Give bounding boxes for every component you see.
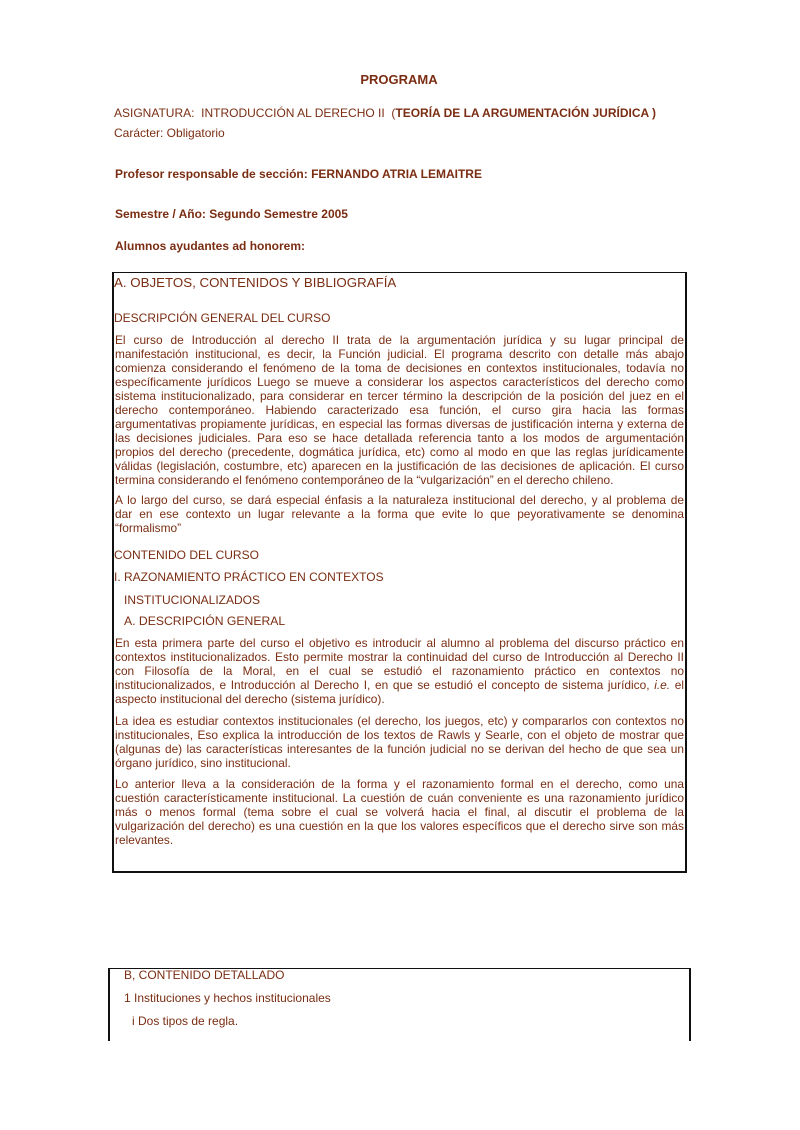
paragraph-line: vulgarización del derecho) es una cuestión en la que los valores específicos que el derecho sirve son más [115, 819, 684, 833]
description-paragraph-1 [115, 333, 684, 487]
paragraph-line: institucionalizados, e Introducción al Derecho I, en que se estudió el concepto de sistema jurídico, i.e. el [115, 678, 684, 692]
topic-1: 1 Instituciones y hechos institucionales [124, 991, 331, 1005]
paragraph-line: comienza considerando el fenómeno de la toma de decisiones en contextos institucionales, todavía no [115, 361, 684, 375]
part-1-subheading: A. DESCRIPCIÓN GENERAL [124, 614, 286, 628]
section-a-heading: A. OBJETOS, CONTENIDOS Y BIBLIOGRAFÍA [114, 275, 397, 290]
paragraph-line: argumentativas propiamente jurídicas, en especial las formas diversas de justificación interna y externa de [115, 417, 684, 431]
semester-line: Semestre / Año: Segundo Semestre 2005 [115, 207, 348, 221]
paragraph-line: dar en ese contexto un lugar relevante a la forma que evite lo que peyorativamente se denomina [115, 507, 684, 521]
paragraph-line: con Filosofía de la Moral, en el cual se estudió el razonamiento práctico en contextos no [115, 664, 684, 678]
part-1-paragraph-3 [115, 777, 684, 847]
paragraph-line: relevantes. [115, 833, 174, 847]
course-subtitle: TEORÍA DE LA ARGUMENTACIÓN JURÍDICA ) [395, 106, 657, 120]
paragraph-line: manifestación institucional, es decir, la Función judicial. El programa descrito con detalle más abajo [115, 347, 684, 361]
paragraph-line: contextos institucionalizados. Esto permite mostrar la continuidad del curso de Introducción al Derecho II [115, 650, 684, 664]
document-title: PROGRAMA [360, 72, 438, 87]
paragraph-line: propios del derecho (precedente, dogmática jurídica, etc) como al modo en que las reglas jurídicamente [115, 445, 684, 459]
paragraph-line: La idea es estudiar contextos institucionales (el derecho, los juegos, etc) y compararlos con contextos no [115, 714, 684, 728]
part-1-title-line-1: I. RAZONAMIENTO PRÁCTICO EN CONTEXTOS [114, 570, 384, 584]
paragraph-line: cuestión característicamente institucional. La cuestión de cuán conveniente es una razonamiento jurídico [115, 791, 684, 805]
paragraph-line: aspecto institucional del derecho (sistema jurídico). [115, 692, 385, 706]
course-content-heading: CONTENIDO DEL CURSO [114, 548, 259, 562]
instructor-line: Profesor responsable de sección: FERNANDO ATRIA LEMAITRE [115, 167, 482, 181]
italic-abbreviation: i.e. [654, 678, 671, 692]
part-1-paragraph-2 [115, 714, 684, 770]
paragraph-line: válidas (legislación, costumbre, etc) aparecen en la justificación de las decisiones de aplicación. El curso [115, 459, 684, 473]
paragraph-line: “formalismo” [115, 521, 182, 535]
section-b-heading: B, CONTENIDO DETALLADO [124, 968, 285, 982]
paragraph-line: termina considerando el fenómeno contemporáneo de la “vulgarización” en el derecho chileno. [115, 473, 614, 487]
course-type: Carácter: Obligatorio [114, 126, 225, 140]
assistants-line: Alumnos ayudantes ad honorem: [115, 239, 306, 253]
paragraph-line: institucionales, Eso explica la introducción de los textos de Rawls y Searle, con el objeto de mostrar que [115, 728, 684, 742]
paragraph-line: sistema institucionalizado, para considerar en tercer término la descripción de la posición del juez en el [115, 389, 684, 403]
paragraph-line: órgano jurídico, sino institucional. [115, 756, 291, 770]
paragraph-line: derecho contemporáneo. Habiendo caracterizado esa función, el curso gira hacia las formas [115, 403, 684, 417]
paragraph-line: las decisiones judiciales. Para eso se hace detallada referencia tanto a los modos de argumentación [115, 431, 684, 445]
description-paragraph-2 [115, 493, 684, 535]
topic-1-subtopic-i: i Dos tipos de regla. [132, 1014, 239, 1028]
paragraph-line: A lo largo del curso, se dará especial énfasis a la naturaleza institucional del derecho, y al problema de [115, 493, 684, 507]
section-b-box [108, 968, 691, 1041]
course-label: ASIGNATURA: INTRODUCCIÓN AL DERECHO II ( [114, 106, 396, 120]
section-a-box [112, 272, 687, 873]
course-description-heading: DESCRIPCIÓN GENERAL DEL CURSO [114, 311, 331, 325]
part-1-title-line-2: INSTITUCIONALIZADOS [124, 593, 261, 607]
part-1-paragraph-1 [115, 636, 684, 706]
paragraph-line: Lo anterior lleva a la consideración de la forma y el razonamiento formal en el derecho, como una [115, 777, 684, 791]
paragraph-line: (algunas de) las características interesantes de la función judicial no se derivan del hecho de que sea un [115, 742, 684, 756]
paragraph-line: específicamente jurídicos Luego se mueve a considerar los aspectos característicos del derecho como [115, 375, 684, 389]
paragraph-line: En esta primera parte del curso el objetivo es introducir al alumno al problema del discurso práctico en [115, 636, 684, 650]
paragraph-line: El curso de Introducción al derecho II trata de la argumentación jurídica y su lugar principal de [115, 333, 684, 347]
course-line [114, 106, 656, 120]
paragraph-line: más o menos formal (tema sobre el cual se volverá hacia el final, al discutir el problema de la [115, 805, 684, 819]
